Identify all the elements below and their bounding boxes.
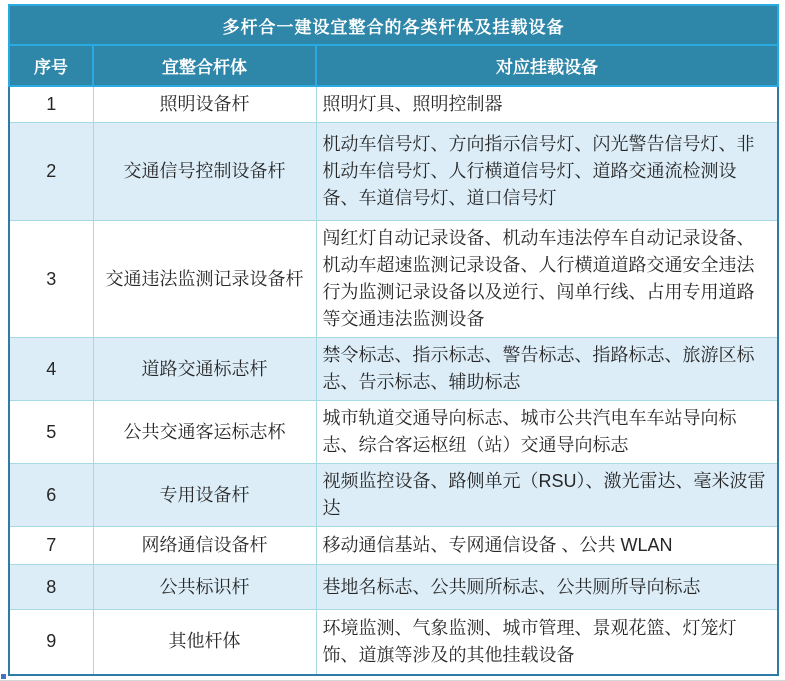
devices-cell: 禁令标志、指示标志、警告标志、指路标志、旅游区标志、告示标志、辅助标志 <box>316 338 778 401</box>
table-row <box>9 464 778 527</box>
pole-type-cell: 专用设备杆 <box>93 464 316 527</box>
pole-type-cell: 照明设备杆 <box>93 86 316 123</box>
pole-type-cell: 交通违法监测记录设备杆 <box>93 221 316 338</box>
column-header-devices: 对应挂载设备 <box>316 45 778 86</box>
row-number-cell: 8 <box>9 565 93 610</box>
devices-cell: 巷地名标志、公共厕所标志、公共厕所导向标志 <box>316 565 778 610</box>
table-row <box>9 527 778 565</box>
table-row <box>9 338 778 401</box>
devices-cell: 环境监测、气象监测、城市管理、景观花篮、灯笼灯饰、道旗等涉及的其他挂载设备 <box>316 610 778 675</box>
table-header-row <box>9 45 778 86</box>
pole-type-cell: 公共标识杆 <box>93 565 316 610</box>
table-row <box>9 123 778 221</box>
row-number-cell: 2 <box>9 123 93 221</box>
pole-type-cell: 道路交通标志杆 <box>93 338 316 401</box>
row-number-cell: 3 <box>9 221 93 338</box>
row-number-cell: 9 <box>9 610 93 675</box>
pole-integration-table <box>8 4 779 676</box>
row-number-cell: 7 <box>9 527 93 565</box>
devices-cell: 移动通信基站、专网通信设备 、公共 WLAN <box>316 527 778 565</box>
row-number-cell: 1 <box>9 86 93 123</box>
pole-type-cell: 交通信号控制设备杆 <box>93 123 316 221</box>
table-row <box>9 401 778 464</box>
devices-cell: 照明灯具、照明控制器 <box>316 86 778 123</box>
devices-cell: 城市轨道交通导向标志、城市公共汽电车车站导向标志、综合客运枢纽（站）交通导向标志 <box>316 401 778 464</box>
column-header-pole-type: 宜整合杆体 <box>93 45 316 86</box>
column-header-index: 序号 <box>9 45 93 86</box>
pole-type-cell: 网络通信设备杆 <box>93 527 316 565</box>
table-body <box>9 86 778 675</box>
pole-type-cell: 公共交通客运标志杯 <box>93 401 316 464</box>
devices-cell: 视频监控设备、路侧单元（RSU）、激光雷达、毫米波雷达 <box>316 464 778 527</box>
row-number-cell: 4 <box>9 338 93 401</box>
table-title-row <box>9 5 778 45</box>
row-number-cell: 6 <box>9 464 93 527</box>
stray-cursor-mark <box>1 674 6 679</box>
table-title: 多杆合一建设宜整合的各类杆体及挂载设备 <box>9 5 778 45</box>
devices-cell: 闯红灯自动记录设备、机动车违法停车自动记录设备、机动车超速监测记录设备、人行横道道路交通安全违法行为监测记录设备以及逆行、闯单行线、占用专用道路等交通违法监测设备 <box>316 221 778 338</box>
table-row <box>9 86 778 123</box>
table-row <box>9 610 778 675</box>
devices-cell: 机动车信号灯、方向指示信号灯、闪光警告信号灯、非机动车信号灯、人行横道信号灯、道路交通流检测设备、车道信号灯、道口信号灯 <box>316 123 778 221</box>
table-row <box>9 565 778 610</box>
table-row <box>9 221 778 338</box>
pole-type-cell: 其他杆体 <box>93 610 316 675</box>
row-number-cell: 5 <box>9 401 93 464</box>
